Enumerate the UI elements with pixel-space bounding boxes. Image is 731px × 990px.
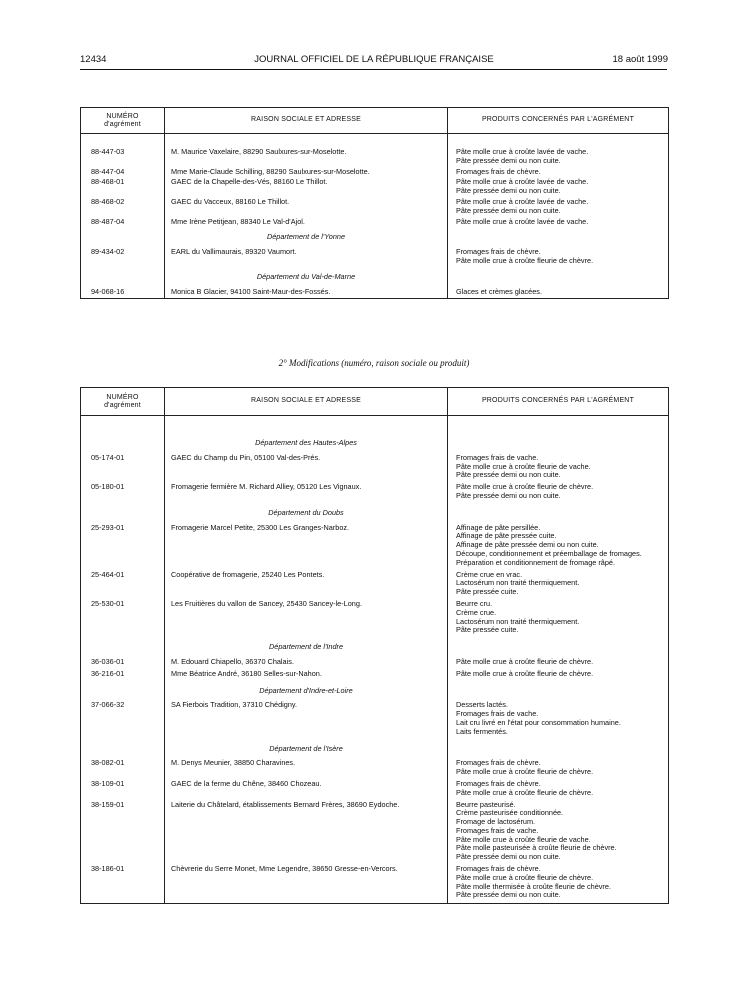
product-line: Lactosérum non traité thermiquement.: [456, 578, 580, 588]
agrement-number: 36-216-01: [81, 670, 165, 682]
table-row: [81, 524, 669, 571]
department-heading: Département des Hautes-Alpes: [165, 434, 448, 454]
agrement-label: d'agrément: [104, 120, 141, 128]
product-line: Beurre cru.: [456, 598, 493, 608]
agrement-number: 38-109-01: [81, 780, 165, 801]
table-row: [81, 701, 669, 739]
table-body-1: [81, 134, 669, 299]
column-header-produits: PRODUITS CONCERNÉS PAR L'AGRÉMENT: [448, 108, 669, 134]
agrement-number: 25-464-01: [81, 571, 165, 600]
department-row: [81, 434, 669, 454]
department-heading: Département de l'Indre: [165, 638, 448, 658]
page-number: 12434: [80, 54, 107, 65]
product-line: Fromages frais de vache.: [456, 825, 539, 835]
product-line: Pâte molle thermisée à croûte fleurie de chèvre.: [456, 881, 611, 891]
product-line: Pâte molle crue à croûte fleurie de vache.: [456, 834, 591, 844]
table-row: [81, 670, 669, 682]
table-body-2: [81, 416, 669, 904]
table-row: [81, 658, 669, 670]
product-line: Pâte molle crue à croûte lavée de vache.: [456, 147, 589, 156]
company-address: Mme Béatrice André, 36180 Selles-sur-Nahon.: [165, 670, 448, 682]
products-cell: [448, 801, 669, 866]
product-line: Pâte molle crue à croûte fleurie de vache.: [456, 461, 591, 471]
product-line: Fromages frais de chèvre.: [456, 778, 541, 788]
products-cell: [448, 483, 669, 504]
company-address: Fromagerie Marcel Petite, 25300 Les Granges-Narboz.: [165, 524, 448, 571]
product-line: Affinage de pâte pressée cuite.: [456, 531, 557, 541]
products-cell: [448, 218, 669, 229]
product-line: Pâte pressée demi ou non cuite.: [456, 155, 561, 165]
column-header-raison: RAISON SOCIALE ET ADRESSE: [165, 108, 448, 134]
department-row: [81, 504, 669, 524]
product-line: Préparation et conditionnement de fromage râpé.: [456, 557, 616, 567]
products-cell: [448, 248, 669, 268]
product-line: Pâte pressée cuite.: [456, 625, 519, 635]
table-row: [81, 571, 669, 600]
products-cell: [448, 759, 669, 780]
agrement-number: 38-082-01: [81, 759, 165, 780]
table-row: [81, 759, 669, 780]
product-line: Pâte molle crue à croûte fleurie de chèvre.: [456, 255, 594, 265]
product-line: Pâte pressée demi ou non cuite.: [456, 890, 561, 900]
table-row: [81, 801, 669, 866]
products-cell: [448, 178, 669, 198]
agrement-number: 88-447-04: [81, 168, 165, 179]
agrement-number: 88-487-04: [81, 218, 165, 229]
company-address: GAEC de la Chapelle-des-Vés, 88160 Le Thillot.: [165, 178, 448, 198]
spacer-row: [81, 298, 669, 299]
table-row: [81, 248, 669, 268]
table-row: [81, 218, 669, 229]
numero-label: NUMÉRO: [106, 112, 139, 120]
department-row: [81, 682, 669, 702]
company-address: SA Fierbois Tradition, 37310 Chédigny.: [165, 701, 448, 739]
product-line: Laits fermentés.: [456, 726, 508, 736]
column-header-numero: [81, 108, 165, 134]
product-line: Lait cru livré en l'état pour consommation humaine.: [456, 717, 621, 727]
company-address: GAEC du Champ du Pin, 05100 Val-des-Prés.: [165, 454, 448, 483]
product-line: Pâte pressée demi ou non cuite.: [456, 852, 561, 862]
product-line: Fromages frais de chèvre.: [456, 864, 541, 874]
product-line: Affinage de pâte pressée demi ou non cuite.: [456, 540, 599, 550]
company-address: Chèvrerie du Serre Monet, Mme Legendre, 38650 Gresse-en-Vercors.: [165, 865, 448, 903]
products-cell: [448, 780, 669, 801]
agrement-number: 38-186-01: [81, 865, 165, 903]
product-line: Pâte pressée demi ou non cuite.: [456, 490, 561, 500]
table-row: [81, 780, 669, 801]
spacer-row: [81, 134, 669, 149]
product-line: Lactosérum non traité thermiquement.: [456, 616, 580, 626]
company-address: Les Fruitières du vallon de Sancey, 25430 Sancey-le-Long.: [165, 600, 448, 638]
product-line: Pâte molle crue à croûte fleurie de chèvre.: [456, 767, 594, 777]
agrement-number: 38-159-01: [81, 801, 165, 866]
product-line: Pâte pressée cuite.: [456, 587, 519, 597]
company-address: Monica B Glacier, 94100 Saint-Maur-des-Fossés.: [165, 288, 448, 299]
product-line: Pâte molle crue à croûte fleurie de chèvre.: [456, 787, 594, 797]
products-cell: [448, 600, 669, 638]
journal-title: JOURNAL OFFICIEL DE LA RÉPUBLIQUE FRANÇAISE: [254, 54, 494, 65]
products-cell: [448, 288, 669, 299]
product-line: Fromages frais de vache.: [456, 709, 539, 719]
company-address: Laiterie du Châtelard, établissements Bernard Frères, 38690 Eydoche.: [165, 801, 448, 866]
issue-date: 18 août 1999: [612, 54, 668, 65]
company-address: M. Maurice Vaxelaire, 88290 Saulxures-sur-Moselotte.: [165, 148, 448, 168]
company-address: GAEC de la ferme du Chêne, 38460 Chozeau.: [165, 780, 448, 801]
company-address: Coopérative de fromagerie, 25240 Les Pontets.: [165, 571, 448, 600]
column-header-numero: [81, 388, 165, 416]
product-line: Fromages frais de vache.: [456, 452, 539, 462]
company-address: EARL du Vallimaurais, 89320 Vaumort.: [165, 248, 448, 268]
product-line: Fromages frais de chèvre.: [456, 247, 541, 257]
department-heading: Département d'Indre-et-Loire: [165, 682, 448, 702]
agrement-number: 36-036-01: [81, 658, 165, 670]
products-cell: [448, 454, 669, 483]
product-line: Crème crue.: [456, 607, 497, 617]
table-row: [81, 148, 669, 168]
product-line: Fromage de lactosérum.: [456, 817, 536, 827]
spacer-row: [81, 416, 669, 435]
products-cell: [448, 701, 669, 739]
company-address: GAEC du Vacceux, 88160 Le Thillot.: [165, 198, 448, 218]
department-heading: Département de l'Yonne: [165, 228, 448, 248]
agrement-number: 05-174-01: [81, 454, 165, 483]
products-cell: [448, 524, 669, 571]
department-row: [81, 228, 669, 248]
agrement-number: 88-468-02: [81, 198, 165, 218]
products-cell: [448, 670, 669, 682]
product-line: Fromages frais de chèvre.: [456, 166, 541, 176]
product-line: Fromages frais de chèvre.: [456, 758, 541, 768]
product-line: Glaces et crèmes glacées.: [456, 286, 542, 296]
agrement-number: 94-068-16: [81, 288, 165, 299]
table-row: [81, 288, 669, 299]
product-line: Pâte pressée demi ou non cuite.: [456, 205, 561, 215]
product-line: Découpe, conditionnement et préemballage de fromages.: [456, 548, 642, 558]
department-heading: Département du Val-de-Marne: [165, 268, 448, 288]
product-line: Affinage de pâte persillée.: [456, 522, 541, 532]
products-cell: [448, 198, 669, 218]
product-line: Pâte molle crue à croûte lavée de vache.: [456, 196, 589, 206]
department-row: [81, 638, 669, 658]
product-line: Pâte pressée demi ou non cuite.: [456, 470, 561, 480]
table-row: [81, 178, 669, 198]
agrement-number: 37-066-32: [81, 701, 165, 739]
product-line: Pâte molle crue à croûte fleurie de chèvre.: [456, 668, 594, 678]
spacer-row: [81, 903, 669, 904]
company-address: M. Denys Meunier, 38850 Charavines.: [165, 759, 448, 780]
column-header-produits: PRODUITS CONCERNÉS PAR L'AGRÉMENT: [448, 388, 669, 416]
products-cell: [448, 148, 669, 168]
product-line: Beurre pasteurisé.: [456, 799, 516, 809]
table-row: [81, 600, 669, 638]
product-line: Pâte molle pasteurisée à croûte fleurie de chèvre.: [456, 843, 617, 853]
agrement-number: 25-293-01: [81, 524, 165, 571]
department-row: [81, 740, 669, 760]
department-heading: Département de l'Isère: [165, 740, 448, 760]
product-line: Crème crue en vrac.: [456, 569, 523, 579]
product-line: Pâte molle crue à croûte fleurie de chèvre.: [456, 656, 594, 666]
product-line: Desserts lactés.: [456, 700, 508, 710]
department-row: [81, 268, 669, 288]
agrement-label: d'agrément: [104, 401, 141, 409]
products-cell: [448, 865, 669, 903]
agrement-table-1: [80, 107, 669, 299]
products-cell: [448, 658, 669, 670]
column-header-raison: RAISON SOCIALE ET ADRESSE: [165, 388, 448, 416]
agrement-number: 25-530-01: [81, 600, 165, 638]
header-rule: [80, 69, 667, 70]
section-caption: 2° Modifications (numéro, raison sociale ou produit): [278, 358, 470, 368]
table-row: [81, 198, 669, 218]
products-cell: [448, 571, 669, 600]
agrement-number: 88-468-01: [81, 178, 165, 198]
agrement-number: 05-180-01: [81, 483, 165, 504]
product-line: Pâte molle crue à croûte fleurie de chèvre.: [456, 872, 594, 882]
company-address: Mme Marie-Claude Schilling, 88290 Saulxures-sur-Moselotte.: [165, 168, 448, 179]
table-row: [81, 865, 669, 903]
agrement-number: 89-434-02: [81, 248, 165, 268]
company-address: M. Edouard Chiapello, 36370 Chalais.: [165, 658, 448, 670]
product-line: Pâte molle crue à croûte lavée de vache.: [456, 216, 589, 226]
table-row: [81, 483, 669, 504]
company-address: Fromagerie fermière M. Richard Alliey, 05120 Les Vignaux.: [165, 483, 448, 504]
product-line: Crème pasteurisée conditionnée.: [456, 808, 564, 818]
product-line: Pâte pressée demi ou non cuite.: [456, 186, 561, 196]
agrement-table-2: [80, 387, 669, 904]
agrement-number: 88-447-03: [81, 148, 165, 168]
department-heading: Département du Doubs: [165, 504, 448, 524]
numero-label: NUMÉRO: [106, 393, 139, 401]
product-line: Pâte molle crue à croûte lavée de vache.: [456, 177, 589, 187]
table-row: [81, 454, 669, 483]
product-line: Pâte molle crue à croûte fleurie de chèvre.: [456, 482, 594, 492]
company-address: Mme Irène Petitjean, 88340 Le Val-d'Ajol.: [165, 218, 448, 229]
